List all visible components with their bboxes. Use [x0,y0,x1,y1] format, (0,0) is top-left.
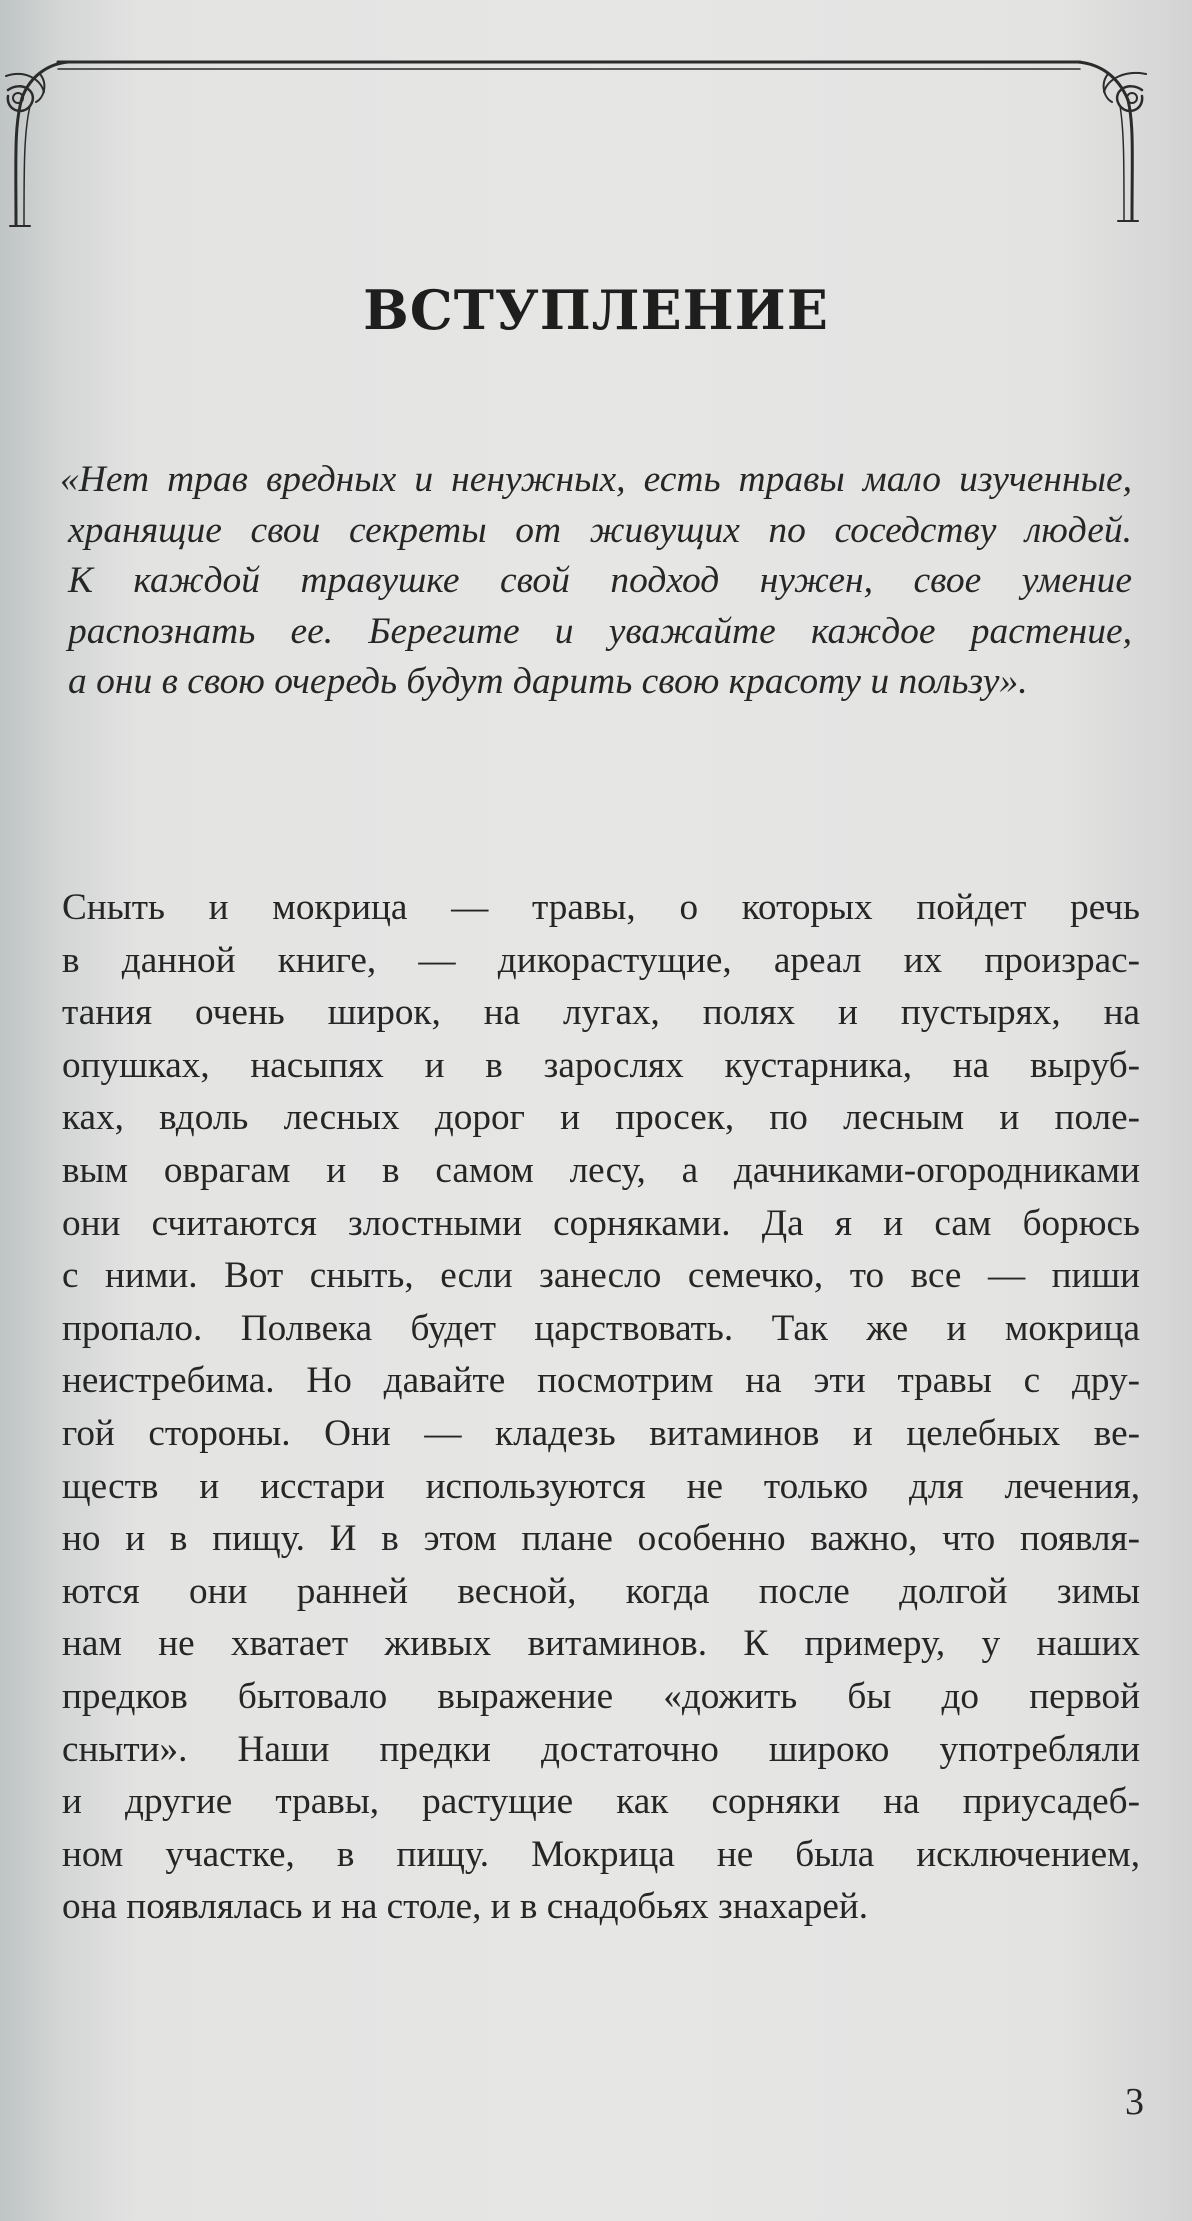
epigraph-line: хранящие свои секреты от живущих по соседству людей. [68,509,1132,551]
body-line: в данной книге, — дикорастущие, ареал их произрас- [62,939,1140,981]
body-line: гой стороны. Они — кладезь витаминов и целебных ве- [62,1412,1140,1454]
page-number: 3 [1125,2081,1144,2123]
epigraph-line: а они в свою очередь будут дарить свою красоту и пользу». [68,661,1028,702]
body-line: предков бытовало выражение «дожить бы до первой [62,1675,1140,1717]
body-line: ках, вдоль лесных дорог и просек, по лесным и поле- [62,1097,1140,1139]
body-line: они считаются злостными сорняками. Да я и сам борюсь [62,1202,1140,1244]
body-line: вым оврагам и в самом лесу, а дачниками-огородниками [62,1149,1140,1191]
body-line: она появлялась и на столе, и в снадобьях знахарей. [62,1886,869,1928]
body-line: ются они ранней весной, когда после долгой зимы [62,1570,1140,1612]
body-line: и другие травы, растущие как сорняки на приусадеб- [62,1781,1140,1823]
body-line: ном участке, в пищу. Мокрица не была исключением, [62,1833,1140,1875]
body-line: пропало. Полвека будет царствовать. Так же и мокрица [62,1307,1140,1349]
body-line: с ними. Вот сныть, если занесло семечко, то все — пиши [62,1255,1140,1297]
body-line: сныти». Наши предки достаточно широко употребляли [62,1728,1140,1770]
epigraph-quote [60,455,1132,708]
epigraph-line: К каждой травушке свой подход нужен, свое умение [68,560,1132,601]
body-paragraph [62,882,1140,1934]
body-line: но и в пищу. И в этом плане особенно важно, что появля- [62,1518,1140,1560]
decorative-header-frame [0,40,1192,240]
epigraph-line: распознать ее. Берегите и уважайте каждое растение, [68,610,1132,652]
body-line: неистребима. Но давайте посмотрим на эти травы с дру- [62,1360,1140,1402]
body-line: тания очень широк, на лугах, полях и пустырях, на [62,992,1140,1034]
body-line: опушках, насыпях и в зарослях кустарника, на выруб- [62,1044,1140,1086]
chapter-heading: ВСТУПЛЕНИЕ [363,278,829,342]
epigraph-line: «Нет трав вредных и ненужных, есть травы мало изученные, [60,459,1132,500]
body-line: ществ и исстари используются не только для лечения, [62,1465,1140,1507]
body-line: нам не хватает живых витаминов. К примеру, у наших [62,1623,1140,1665]
body-line: Сныть и мокрица — травы, о которых пойдет речь [62,887,1140,928]
